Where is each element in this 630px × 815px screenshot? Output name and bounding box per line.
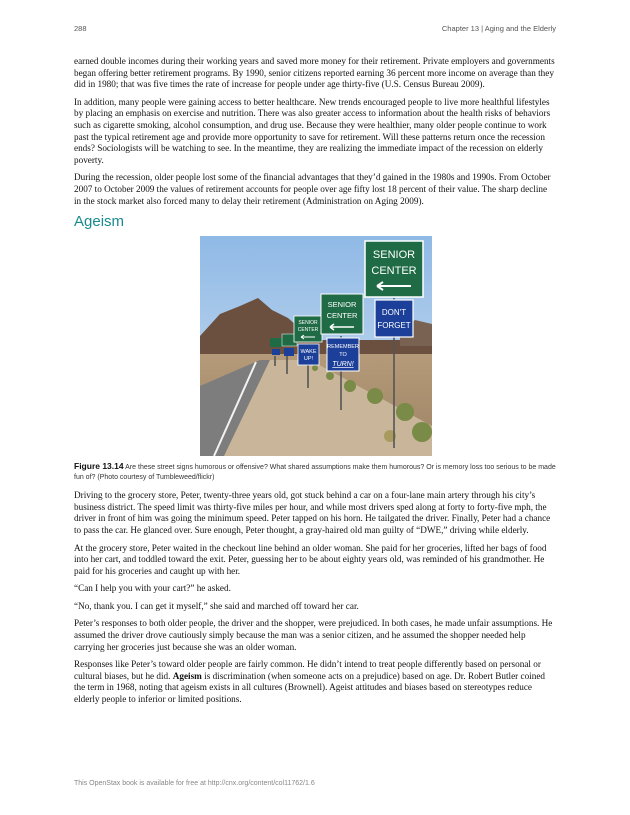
remember-text-3: TURN! xyxy=(332,361,354,369)
paragraph: During the recession, older people lost some of the financial advantages that they’d gained in the 1980s and 1990s. From October 2007 to October 2009 the values of retirement accounts for people over age fifty lost 18 percent of their value. The sharp decline in the stock market also forced many to delay their retirement (Administration on Aging 2009). xyxy=(74,172,551,206)
paragraph: earned double incomes during their working years and saved more money for their retirement. Private employers and governments began offering better retirement programs. By 1990, senior citizens reported earning 36 percent more income on average than they did in 1980; that was five times the rate of increase for people under age thirty-five (U.S. Census Bureau 2009). xyxy=(74,56,555,90)
remember-text-2: TO xyxy=(339,352,347,359)
chapter-title: Chapter 13 | Aging and the Elderly xyxy=(441,24,556,33)
sign-remember-to-turn xyxy=(327,338,359,371)
figure-label: Figure 13.14 xyxy=(74,461,124,472)
page-footer: This OpenStax book is available for free at http://cnx.org/content/col11762/1.6 xyxy=(74,780,315,787)
figure-photo xyxy=(200,236,432,456)
dont-forget-text-1: DON'T xyxy=(381,308,407,318)
medium-sign-text-1: SENIOR xyxy=(327,300,357,310)
remember-text-1: REMEMBER xyxy=(327,344,359,351)
wake-up-text-2: UP! xyxy=(303,356,314,363)
paragraph: “No, thank you. I can get it myself,” she said and marched off toward her car. xyxy=(74,600,359,611)
figure-caption xyxy=(74,462,556,482)
paragraph: Driving to the grocery store, Peter, twenty-three years old, got stuck behind a car on a four-lane main artery through his city’s business district. The speed limit was thirty-five miles per hour, and while most drivers sped along at forty to forty-five mph, the driver in front of him was going the minimum speed. Peter tapped on his horn. He tailgated the driver. Finally, Peter had a chance to pass the car. He glanced over. Sure enough, Peter thought, a gray-haired old man guilty of “DWE,” driving while elderly. xyxy=(74,490,551,535)
large-sign-text-1: SENIOR xyxy=(372,249,416,262)
sign-dont-forget xyxy=(375,300,413,337)
figure-caption-text: Are these street signs humorous or offensive? What shared assumptions make them humorous? Or is memory loss too serious to be made fun of? (Photo courtesy of Tumbleweed/flickr) xyxy=(74,464,556,481)
sign-senior-center-medium xyxy=(321,294,363,334)
street-signs-photo xyxy=(200,236,432,456)
sign-senior-center-large xyxy=(365,241,423,297)
text-run: is discrimination (when someone acts on a prejudice) based on age. Dr. Robert Butler coined the term in 1968, noting that ageism exists in all cultures (Brownell). Ageist attitudes and biases based on stereotypes reduce elderly people to inferior or limited positions. xyxy=(74,670,546,705)
sign-wake-up xyxy=(298,344,319,365)
paragraph: “Can I help you with your cart?” he asked. xyxy=(74,583,231,594)
paragraph: Peter’s responses to both older people, the driver and the shopper, were prejudiced. In both cases, he made unfair assumptions. He assumed the driver drove cautiously simply because the man was a senior citizen, and he assumed the shopper needed help carrying her groceries just because she was an older woman. xyxy=(74,618,553,652)
text-run: Responses like Peter’s toward older people are fairly common. He didn’t intend to treat people differently based on personal or cultural biases, but he did. xyxy=(74,659,541,681)
far-sign-text-2: CENTER xyxy=(297,327,319,334)
sign-senior-center-small xyxy=(294,316,322,342)
far-sign-text-1: SENIOR xyxy=(298,320,318,327)
paragraph: At the grocery store, Peter waited in the checkout line behind an older woman. She paid for her groceries, lifted her bags of food into her cart, and toddled toward the exit. Peter, guessing her to be about eighty years old, was reminded of his grandmother. He paid for his groceries and caught up with her. xyxy=(74,542,547,576)
dont-forget-text-2: FORGET xyxy=(377,321,411,331)
page-number: 288 xyxy=(74,24,87,33)
key-term: Ageism xyxy=(172,670,202,681)
large-sign-text-2: CENTER xyxy=(371,265,417,278)
paragraph: In addition, many people were gaining access to better healthcare. New trends encouraged people to live more healthful lifestyles by placing an emphasis on exercise and nutrition. There was also greater access to information about the health risks of behaviors such as cigarette smoking, alcohol consumption, and drug use. Because they were healthier, many older people continue to work past the typical retirement age and provide more opportunity to save for retirement. Will these patterns return once the recession ends? Sociologists will be watching to see. In the meantime, they are realizing the immediate impact of the recession on elderly poverty. xyxy=(74,96,551,165)
paragraph-ageism-definition xyxy=(74,659,556,705)
page-content xyxy=(74,56,556,712)
wake-up-text-1: WAKE xyxy=(300,349,317,356)
medium-sign-text-2: CENTER xyxy=(326,311,358,321)
section-heading: Ageism xyxy=(74,213,125,231)
